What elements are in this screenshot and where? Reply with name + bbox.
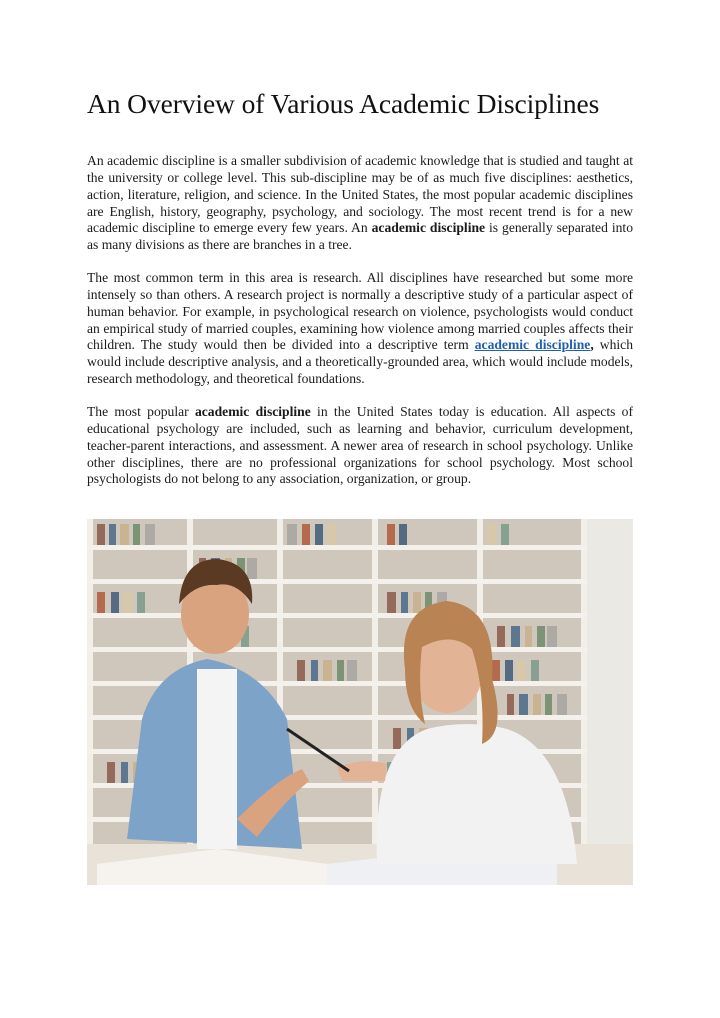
bold-term: academic discipline [194, 404, 311, 419]
paragraph-1 [87, 153, 633, 254]
paragraph-2-text: The most common term in this area is research. All disciplines have researched but some more intensely so than others. A research project is normally a descriptive study of a particular aspect of human behavior. For example, in psychological research on violence, psychologists would conduct an empirical study of married couples, examining how violence among married couples affects their children. The study would then be divided into a descriptive term [87, 270, 633, 353]
paragraph-2 [87, 270, 633, 388]
paragraph-1-text: An academic discipline is a smaller subdivision of academic knowledge that is studied and taught at the university or college level. This sub-discipline may be of as much five disciplines: aesthetics, action, literature, religion, and science. In the United States, the most popular academic disciplines are English, history, geography, psychology, and sociology. The most recent trend is for a new academic discipline to emerge every few years. An [87, 153, 633, 236]
paragraph-3 [87, 404, 633, 488]
academic-discipline-link[interactable]: academic discipline [474, 337, 591, 353]
paragraph-1-tail: is generally separated into as many divisions as there are branches in a tree. [87, 220, 633, 253]
bold-term: academic discipline [371, 220, 486, 236]
paragraph-3-text: The most popular [87, 404, 195, 419]
photo-teacher-and-boy-in-library [87, 519, 633, 885]
paragraph-2-tail: which would include descriptive analysis, and a theoretically-grounded area, which would include models, research methodology, and theoretical foundations. [87, 337, 634, 387]
link-comma: , [590, 337, 594, 353]
paragraph-3-tail: in the United States today is education. All aspects of educational psychology are included, such as learning and behavior, curriculum development, teacher-parent interactions, and assessment. A newer area of research in school psychology. Unlike other disciplines, there are no professional organizations for school psychology. Most school psychologists do not belong to any association, organization, or group. [87, 404, 634, 487]
page-title: An Overview of Various Academic Disciplines [87, 88, 600, 119]
